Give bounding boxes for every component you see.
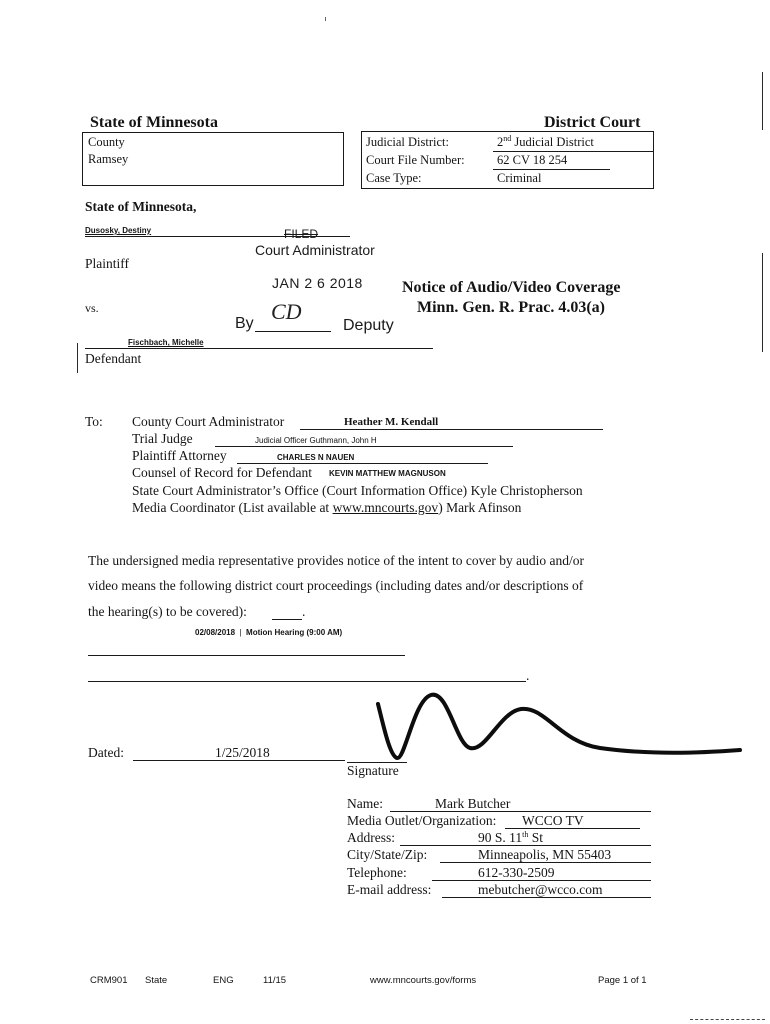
- contact-outlet-value: WCCO TV: [522, 813, 584, 828]
- notice-title: Notice of Audio/Video Coverage: [402, 279, 621, 296]
- plaintiff-name: Dusosky, Destiny: [85, 226, 152, 235]
- address-street-type: St: [528, 830, 544, 845]
- hearing-separator: |: [239, 628, 242, 637]
- footer-page-number: Page 1 of 1: [598, 975, 647, 986]
- footer-language: ENG: [213, 975, 234, 986]
- contact-outlet-label: Media Outlet/Organization:: [347, 813, 497, 828]
- stamp-deputy: Deputy: [343, 317, 394, 334]
- contact-email-label: E-mail address:: [347, 882, 432, 897]
- hearing-date: 02/08/2018: [195, 628, 236, 637]
- stamp-initials: CD: [271, 299, 302, 324]
- media-coordinator-label: Media Coordinator (List available at: [132, 500, 330, 515]
- plaintiff-label: Plaintiff: [85, 256, 130, 271]
- stamp-date: JAN 2 6 2018: [272, 275, 363, 291]
- hearing-blank-period: .: [302, 604, 306, 619]
- footer-url: www.mncourts.gov/forms: [370, 975, 477, 986]
- address-suffix: th: [522, 830, 529, 839]
- media-coordinator-value: Mark Afinson: [446, 500, 522, 515]
- stamp-by: By: [235, 315, 254, 332]
- footer-jurisdiction: State: [145, 975, 168, 986]
- judicial-district-label: Judicial District:: [366, 135, 449, 149]
- address-street-number: 90 S. 11: [478, 830, 523, 845]
- header-court: District Court: [544, 114, 641, 131]
- district-suffix: nd: [503, 134, 512, 143]
- district-text: Judicial District: [511, 135, 594, 149]
- case-type-label: Case Type:: [366, 171, 422, 185]
- defendant-label: Defendant: [85, 351, 142, 366]
- district-number: 2: [497, 135, 504, 149]
- trial-judge-label: Trial Judge: [132, 431, 193, 446]
- media-coordinator-close: ): [438, 500, 443, 515]
- trial-judge-value: Judicial Officer Guthmann, John H: [255, 436, 377, 445]
- hearing-description: Motion Hearing (9:00 AM): [246, 628, 343, 637]
- stamp-filed: FILED: [284, 227, 319, 241]
- contact-email-value: mebutcher@wcco.com: [478, 882, 603, 897]
- contact-phone-label: Telephone:: [347, 865, 407, 880]
- county-label: County: [88, 135, 125, 149]
- to-label: To:: [85, 414, 103, 429]
- defense-counsel-value: KEVIN MATTHEW MAGNUSON: [329, 469, 446, 478]
- plaintiff-heading: State of Minnesota,: [85, 199, 197, 214]
- plaintiff-attorney-label: Plaintiff Attorney: [132, 448, 227, 463]
- contact-name-value: Mark Butcher: [435, 796, 511, 811]
- contact-phone-value: 612-330-2509: [478, 865, 555, 880]
- footer-revision: 11/15: [263, 975, 287, 986]
- notice-line-1: The undersigned media representative provides notice of the intent to cover by audio and/or: [88, 553, 584, 568]
- court-file-number-label: Court File Number:: [366, 153, 465, 167]
- contact-name-label: Name:: [347, 796, 383, 811]
- contact-name-line: [390, 796, 651, 812]
- dated-label: Dated:: [88, 745, 124, 760]
- court-admin-label: County Court Administrator: [132, 414, 285, 429]
- court-admin-value: Heather M. Kendall: [344, 416, 439, 428]
- state-office-value: Kyle Christopherson: [470, 483, 583, 498]
- notice-line-2: video means the following district court proceedings (including dates and/or descriptions of: [88, 578, 584, 593]
- hearing-line-2-period: .: [526, 668, 530, 683]
- state-office-label: State Court Administrator’s Office (Court Information Office): [132, 483, 468, 498]
- contact-address-label: Address:: [347, 830, 395, 845]
- county-value: Ramsey: [88, 152, 129, 166]
- contact-city-value: Minneapolis, MN 55403: [478, 847, 612, 862]
- case-type-value: Criminal: [497, 171, 542, 185]
- defense-counsel-label: Counsel of Record for Defendant: [132, 465, 312, 480]
- dated-value: 1/25/2018: [215, 745, 270, 760]
- signature-label: Signature: [347, 763, 399, 778]
- plaintiff-attorney-value: CHARLES N NAUEN: [277, 453, 355, 462]
- defendant-name: Fischbach, Michelle: [128, 338, 204, 347]
- footer-form-code: CRM901: [90, 975, 128, 986]
- stamp-court-administrator: Court Administrator: [255, 242, 375, 258]
- header-state: State of Minnesota: [90, 114, 218, 131]
- mncourts-link: www.mncourts.gov: [332, 500, 439, 515]
- contact-city-label: City/State/Zip:: [347, 847, 428, 862]
- notice-rule-citation: Minn. Gen. R. Prac. 4.03(a): [417, 299, 605, 316]
- court-file-number-value: 62 CV 18 254: [497, 153, 568, 167]
- notice-line-3: the hearing(s) to be covered):: [88, 604, 247, 619]
- contact-address-value: [478, 830, 543, 846]
- versus-label: vs.: [85, 301, 99, 315]
